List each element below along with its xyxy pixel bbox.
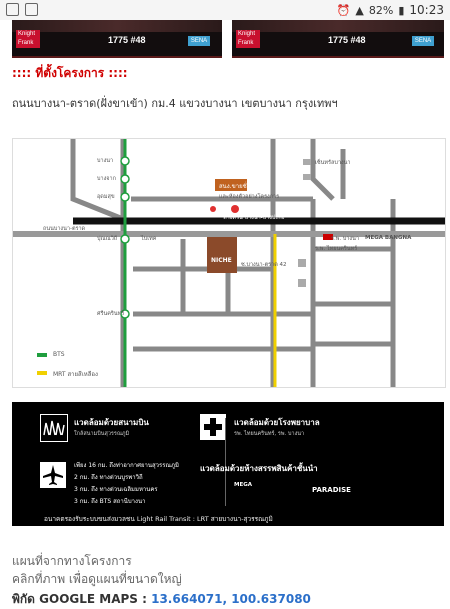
hospital-cross-icon <box>200 414 226 440</box>
mrt-legend-label: MRT สายสีเหลือง <box>53 371 98 378</box>
airplane-icon <box>40 462 66 488</box>
bts-legend-label: BTS <box>53 351 65 358</box>
sena-logo: SENA <box>188 36 210 46</box>
ad-banner-left[interactable] <box>12 20 222 58</box>
poi-label: เซ็นทรัลบางนา <box>315 160 351 166</box>
road-label: ถนนบางนา-ตราด <box>43 226 86 232</box>
knight-frank-logo: Knight Frank <box>236 30 260 48</box>
mrt-legend-swatch <box>37 371 47 375</box>
travel-time-line: เพียง 16 กม. ถึงท่าอากาศยานสุวรรณภูมิ <box>74 462 179 469</box>
poi-label: ร.พ. ไทยนครินทร์ <box>315 246 358 252</box>
hospital-title: แวดล้อมด้วยโรงพยาบาล <box>234 418 320 427</box>
airport-building-icon <box>40 414 68 442</box>
sales-office-marker: สนง.ขายชั่วอยู่ <box>219 183 258 190</box>
banner-phone: 1775 #48 <box>328 35 366 45</box>
travel-time-line: 2 กม. ถึง ทางด่วนบูรพาวิถี <box>74 474 143 481</box>
location-map[interactable] <box>12 138 446 388</box>
poi-label: MEGA BANGNA <box>365 235 412 241</box>
expressway-label: ทางด่วน บางนา-บางปะกง <box>223 215 285 221</box>
mall-title: แวดล้อมด้วยห้างสรรพสินค้าชั้นนำ <box>200 464 318 473</box>
battery-percent: 82% <box>368 3 394 17</box>
battery-icon: ▮ <box>398 3 405 17</box>
map-links <box>12 552 182 588</box>
station-label: ปุณณวิถี <box>97 236 118 242</box>
status-bar <box>0 0 450 20</box>
alarm-icon: ⏰ <box>336 3 351 17</box>
station-label: บางนา <box>97 158 114 164</box>
gmaps-coords[interactable]: 13.664071, 100.637080 <box>151 592 311 606</box>
mega-logo: MEGA <box>234 482 253 488</box>
airport-title: แวดล้อมด้วยสนามบิน <box>74 418 149 427</box>
project-marker: NICHE <box>211 257 232 264</box>
station-label: ศรีนครินทร์ <box>97 311 125 317</box>
project-address: ถนนบางนา-ตราด(ฝั่งขาเข้า) กม.4 แขวงบางนา เขตบางนา กรุงเทพฯ <box>12 97 338 110</box>
lrt-caption: อนาคตรองรับระบบขนส่งมวลชน Light Rail Transit : LRT สายบางนา-สุวรรณภูมิ <box>44 515 273 523</box>
gmaps-label: พิกัด GOOGLE MAPS : <box>12 592 147 606</box>
map-source-link[interactable]: แผนที่จากทางโครงการ <box>12 554 132 568</box>
section-title: :::: ที่ตั้งโครงการ :::: <box>12 66 128 80</box>
clock: 10:23 <box>409 3 444 17</box>
station-label: อุดมสุข <box>97 194 115 200</box>
enlarge-map-link[interactable]: คลิกที่ภาพ เพื่อดูแผนที่ขนาดใหญ่ <box>12 572 182 586</box>
poi-label: ร.พ. บางนา <box>331 236 359 242</box>
poi-label: ไบเทค <box>141 236 157 242</box>
paradise-logo: PARADISE <box>312 486 351 494</box>
bts-legend-swatch <box>37 353 47 357</box>
signal-icon: ▲ <box>355 3 364 17</box>
info-panel[interactable] <box>12 402 444 526</box>
travel-time-line: 3 กม. ถึง ทางด่วนเฉลิมมหานคร <box>74 486 158 493</box>
project-soi: ซ.บางนา-ตราด 42 <box>241 262 287 268</box>
notification-icon <box>25 3 38 16</box>
sena-logo: SENA <box>412 36 434 46</box>
ad-banner-right[interactable] <box>232 20 444 58</box>
hospital-subtitle: รพ. ไทยนครินทร์, รพ. บางนา <box>234 431 305 437</box>
knight-frank-logo: Knight Frank <box>16 30 40 48</box>
notification-icon <box>6 3 19 16</box>
station-label: บางจาก <box>97 176 116 182</box>
travel-time-line: 3 กม. ถึง BTS สถานีบางนา <box>74 498 146 505</box>
sales-office-sub: และห้องตัวอย่างโครงการ <box>219 194 280 200</box>
banner-phone: 1775 #48 <box>108 35 146 45</box>
airport-subtitle: ใกล้สนามบินสุวรรณภูมิ <box>74 431 130 437</box>
